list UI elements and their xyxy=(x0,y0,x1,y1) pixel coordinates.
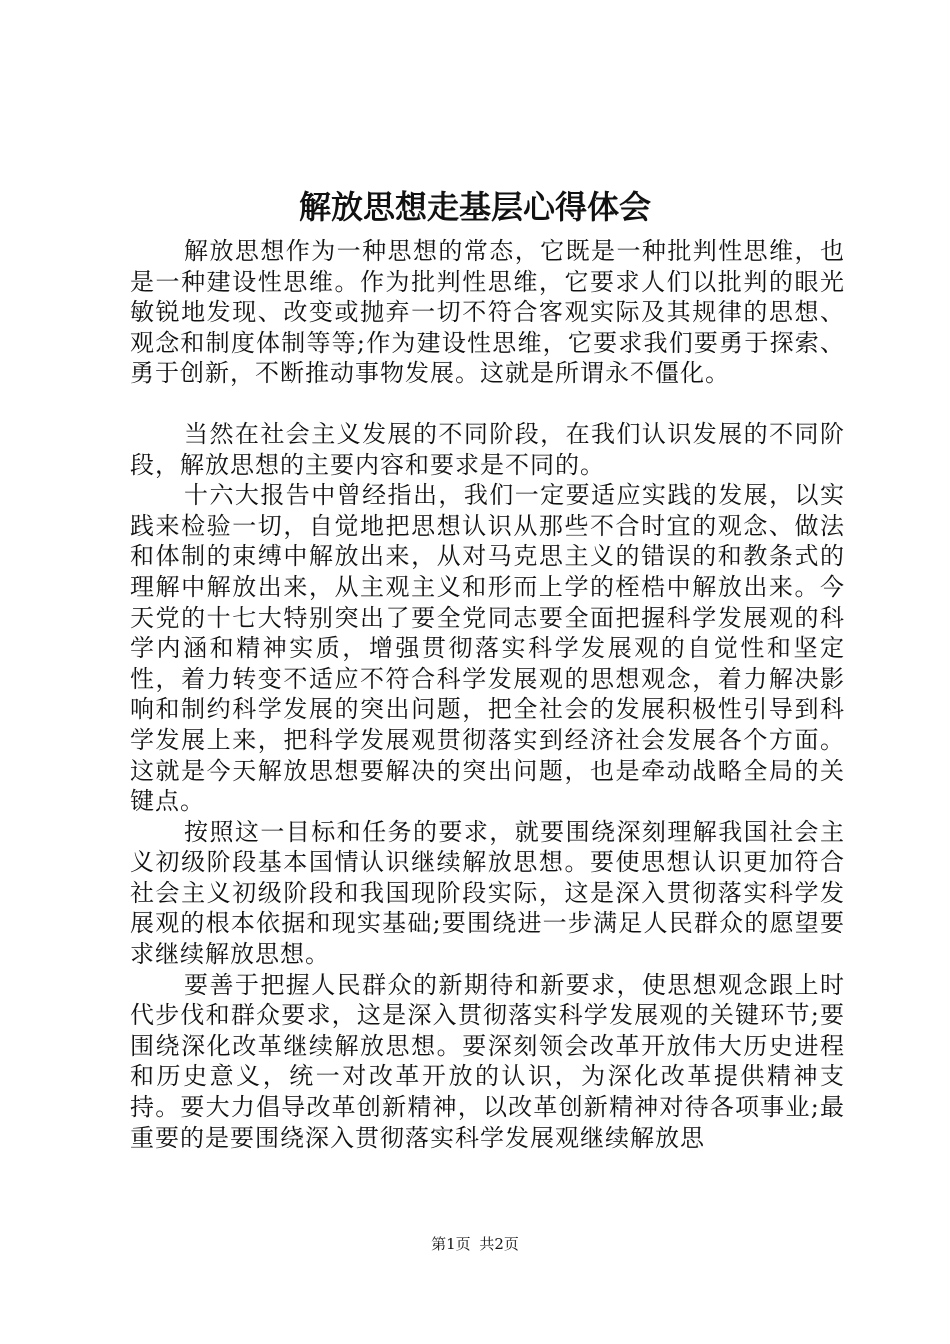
page-footer xyxy=(0,1234,950,1254)
page-number: 第1页 xyxy=(431,1235,471,1253)
document-title: 解放思想走基层心得体会 xyxy=(298,188,651,226)
paragraph-1: 解放思想作为一种思想的常态，它既是一种批判性思维，也是一种建设性思维。作为批判性思维，它要求人们以批判的眼光敏锐地发现、改变或抛弃一切不符合客观实际及其规律的思想、观念和制度体制等等;作为建设性思维，它要求我们要勇于探索、勇于创新，不断推动事物发展。这就是所谓永不僵化。 xyxy=(130,237,845,388)
paragraph-5: 要善于把握人民群众的新期待和新要求，使思想观念跟上时代步伐和群众要求，这是深入贯彻落实科学发展观的关键环节;要围绕深化改革继续解放思想。要深刻领会改革开放伟大历史进程和历史意义，统一对改革开放的认识，为深化改革提供精神支持。要大力倡导改革创新精神，以改革创新精神对待各项事业;最重要的是要围绕深入贯彻落实科学发展观继续解放思 xyxy=(130,970,845,1152)
paragraph-3: 十六大报告中曾经指出，我们一定要适应实践的发展，以实践来检验一切，自觉地把思想认识从那些不合时宜的观念、做法和体制的束缚中解放出来，从对马克思主义的错误的和教条式的理解中解放出来，从主观主义和形而上学的桎梏中解放出来。今天党的十七大特别突出了要全党同志要全面把握科学发展观的科学内涵和精神实质，增强贯彻落实科学发展观的自觉性和坚定性，着力转变不适应不符合科学发展观的思想观念，着力解决影响和制约科学发展的突出问题，把全社会的发展积极性引导到科学发展上来，把科学发展观贯彻落实到经济社会发展各个方面。这就是今天解放思想要解决的突出问题，也是牵动战略全局的关键点。 xyxy=(130,481,845,816)
paragraph-4: 按照这一目标和任务的要求，就要围绕深刻理解我国社会主义初级阶段基本国情认识继续解放思想。要使思想认识更加符合社会主义初级阶段和我国现阶段实际，这是深入贯彻落实科学发展观的根本依据和现实基础;要围绕进一步满足人民群众的愿望要求继续解放思想。 xyxy=(130,817,845,969)
paragraph-2: 当然在社会主义发展的不同阶段，在我们认识发展的不同阶段，解放思想的主要内容和要求是不同的。 xyxy=(130,419,845,479)
page-total: 共2页 xyxy=(479,1235,519,1253)
document-body xyxy=(130,236,845,1153)
